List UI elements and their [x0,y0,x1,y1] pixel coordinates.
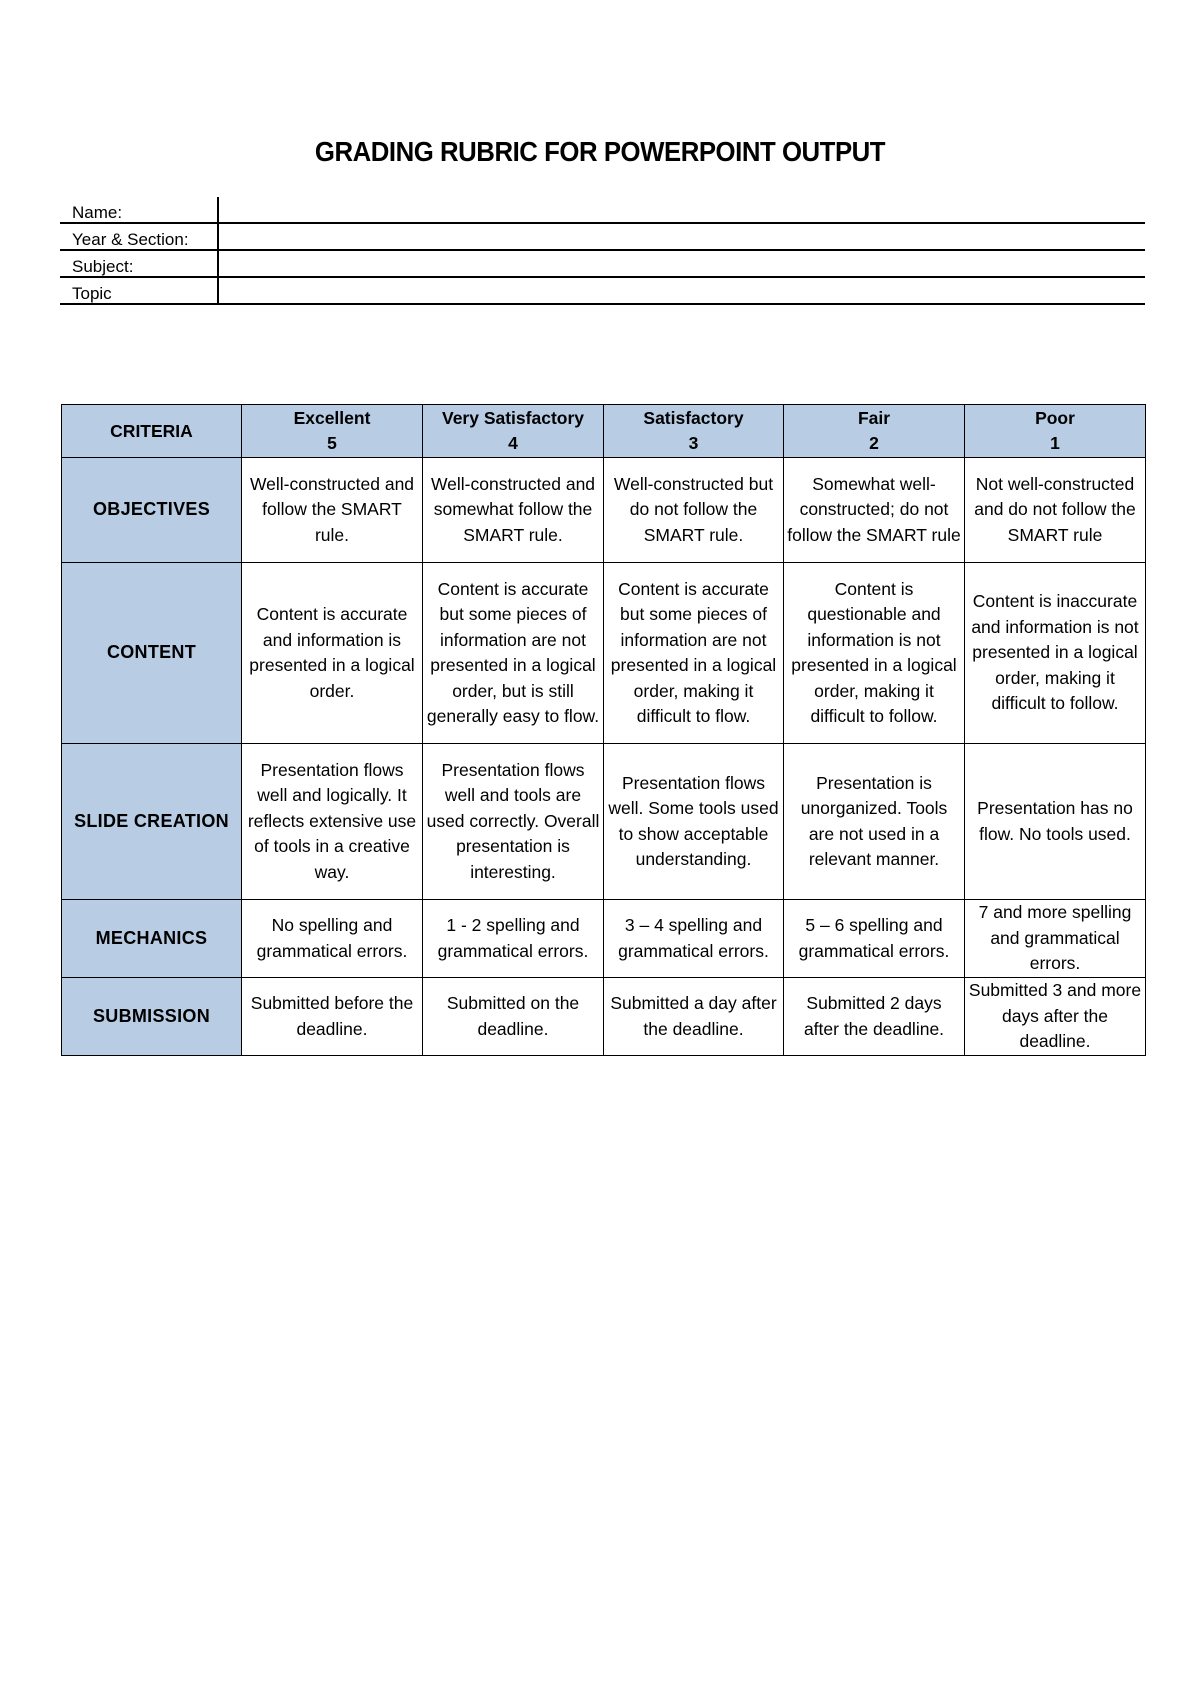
rubric-cell: Presentation is unorganized. Tools are not used in a relevant manner. [784,744,965,900]
page-title: GRADING RUBRIC FOR POWERPOINT OUTPUT [314,136,886,167]
rubric-cell: Submitted 2 days after the deadline. [784,978,965,1056]
level-score: 3 [688,433,699,453]
info-label-year-section: Year & Section: [60,223,218,250]
level-label: Satisfactory [643,408,744,428]
level-label: Very Satisfactory [441,408,585,428]
criterion-submission: SUBMISSION [62,978,242,1056]
rubric-cell: Submitted 3 and more days after the deadline. [965,978,1146,1056]
level-label: Fair [857,408,891,428]
year-section-field[interactable] [218,223,1145,250]
rubric-header-row [62,405,1146,458]
info-row-topic [60,277,1145,304]
level-header-fair [784,405,965,458]
level-score: 1 [1050,433,1060,453]
rubric-cell: No spelling and grammatical errors. [242,900,423,978]
rubric-cell: Well-constructed but do not follow the SMART rule. [604,458,784,563]
rubric-cell: 5 – 6 spelling and grammatical errors. [784,900,965,978]
criterion-mechanics: MECHANICS [62,900,242,978]
rubric-table [61,404,1146,1056]
rubric-cell: Not well-constructed and do not follow the SMART rule [965,458,1146,563]
rubric-cell: Well-constructed and somewhat follow the SMART rule. [423,458,604,563]
level-header-excellent [242,405,423,458]
rubric-row-slide-creation [62,744,1146,900]
info-row-name [60,197,1145,223]
criterion-slide-creation: SLIDE CREATION [62,744,242,900]
rubric-cell: Submitted before the deadline. [242,978,423,1056]
info-label-subject: Subject: [60,250,218,277]
info-row-subject [60,250,1145,277]
level-score: 2 [869,433,879,453]
level-header-satisfactory [604,405,784,458]
student-info-form [60,197,1145,305]
level-header-poor [965,405,1146,458]
level-score: 4 [508,433,518,453]
level-label: Excellent [293,408,371,428]
criterion-objectives: OBJECTIVES [62,458,242,563]
name-field[interactable] [218,197,1145,223]
rubric-cell: 3 – 4 spelling and grammatical errors. [604,900,784,978]
rubric-cell: Presentation flows well and tools are used correctly. Overall presentation is interesting. [423,744,604,900]
rubric-cell: Presentation flows well. Some tools used to show acceptable understanding. [604,744,784,900]
rubric-cell: 1 - 2 spelling and grammatical errors. [423,900,604,978]
rubric-cell: Content is inaccurate and information is not presented in a logical order, making it difficult to follow. [965,563,1146,744]
rubric-cell: Content is accurate but some pieces of information are not presented in a logical order, but is still generally easy to flow. [423,563,604,744]
rubric-cell: Well-constructed and follow the SMART rule. [242,458,423,563]
level-score: 5 [327,433,337,453]
rubric-cell: Submitted on the deadline. [423,978,604,1056]
criterion-content: CONTENT [62,563,242,744]
rubric-cell: Presentation flows well and logically. It reflects extensive use of tools in a creative way. [242,744,423,900]
rubric-cell: 7 and more spelling and grammatical errors. [965,900,1146,978]
topic-field[interactable] [218,277,1145,304]
info-label-topic: Topic [60,277,218,304]
rubric-cell: Content is questionable and information is not presented in a logical order, making it difficult to follow. [784,563,965,744]
level-label: Poor [1035,408,1075,428]
level-header-very-satisfactory [423,405,604,458]
rubric-row-content [62,563,1146,744]
rubric-row-mechanics [62,900,1146,978]
criteria-header: CRITERIA [62,405,242,458]
info-row-year-section [60,223,1145,250]
rubric-row-submission [62,978,1146,1056]
subject-field[interactable] [218,250,1145,277]
rubric-cell: Content is accurate and information is presented in a logical order. [242,563,423,744]
rubric-row-objectives [62,458,1146,563]
rubric-cell: Presentation has no flow. No tools used. [965,744,1146,900]
rubric-cell: Submitted a day after the deadline. [604,978,784,1056]
info-label-name: Name: [60,197,218,223]
rubric-cell: Somewhat well-constructed; do not follow the SMART rule [784,458,965,563]
rubric-cell: Content is accurate but some pieces of information are not presented in a logical order, making it difficult to flow. [604,563,784,744]
